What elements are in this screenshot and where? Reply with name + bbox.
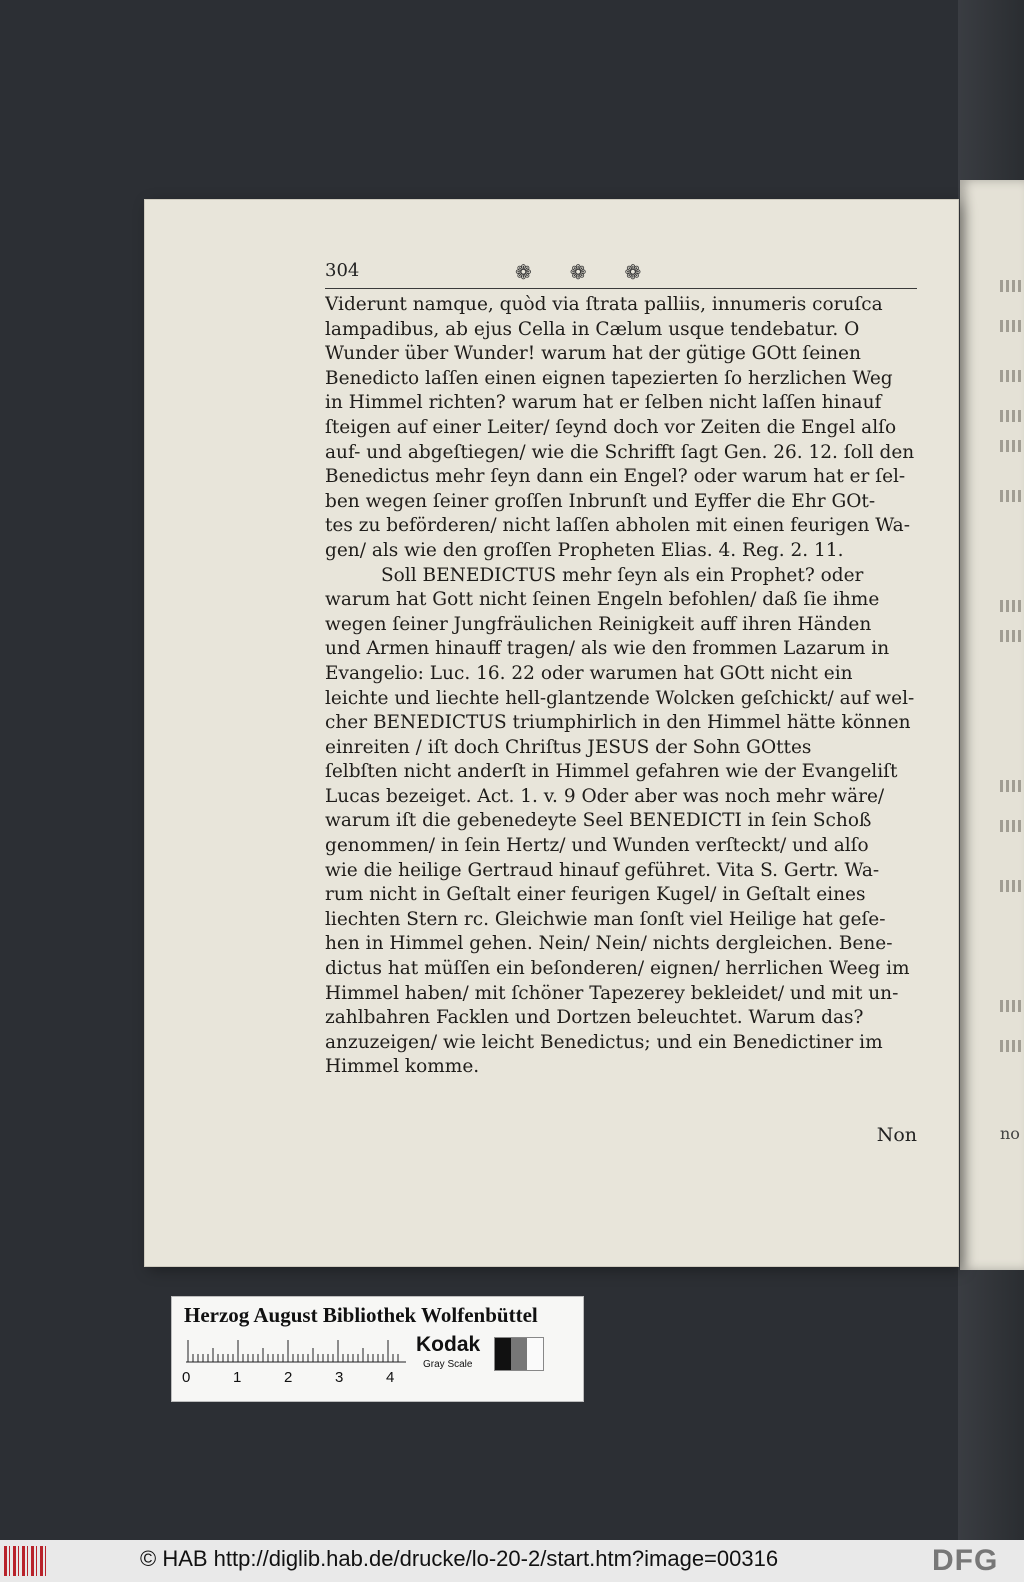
kodak-brand: Kodak [416,1333,481,1356]
text-line: warum hat Gott nicht ſeinen Engeln befohlen/ daß ſie ihme [325,589,880,611]
text-line: Wunder über Wunder! warum hat der gütige GOtt ſeinen [325,343,861,365]
text-line: ben wegen ſeiner groſſen Inbrunſt und Eyffer die Ehr GOt- [325,490,876,512]
footer-bar [0,1540,1024,1582]
ruler-number: 0 [182,1369,191,1386]
text-line: Lucas bezeiget. Act. 1. v. 9 Oder aber was noch mehr wäre/ [325,785,885,807]
text-fragment [1000,1000,1024,1012]
text-fragment [1000,1040,1024,1052]
text-line: auf- und abgeſtiegen/ wie die Schrifft ſagt Gen. 26. 12. ſoll den [325,441,915,463]
dfg-logo: DFG [932,1544,999,1577]
library-title: Herzog August Bibliothek Wolfenbüttel [184,1303,538,1327]
ruler-number: 3 [335,1369,344,1386]
text-line: zahlbahren Facklen und Dortzen beleuchtet. Warum das? [325,1007,864,1029]
ruler-icon [186,1337,406,1363]
ruler-number: 1 [233,1369,242,1386]
next-page-edge [960,180,1024,1270]
next-page-catchword: no [1000,1124,1020,1143]
text-line: wie die heilige Gertraud hinauf geführet. Vita S. Gertr. Wa- [325,859,880,881]
ruler-numbers [182,1369,412,1391]
swatch-black [495,1338,511,1370]
text-line: Benedictus mehr ſeyn dann ein Engel? oder warum hat er ſel- [325,466,906,488]
swatch-white [527,1338,543,1370]
text-line: und Armen hinauff tragen/ als wie den frommen Lazarum in [325,638,890,660]
text-line: ſteigen auf einer Leiter/ ſeynd doch vor Zeiten die Engel alſo [325,416,897,438]
text-line: Himmel haben/ mit ſchöner Tapezerey bekleidet/ und mit un- [325,982,899,1004]
text-line: einreiten / iſt doch Chriſtus JESUS der Sohn GOttes [325,736,812,758]
text-line: Soll BENEDICTUS mehr ſeyn als ein Prophet? oder [381,564,864,586]
text-fragment [1000,820,1024,832]
text-line: Evangelio: Luc. 16. 22 oder warumen hat GOtt nicht ein [325,662,853,684]
text-line: tes zu beförderen/ nicht laſſen abholen mit einen feurigen Wa- [325,515,910,537]
text-line: anzuzeigen/ wie leicht Benedictus; und ein Benedictiner im [325,1031,883,1053]
text-line: rum nicht in Geſtalt einer feurigen Kugel/ in Geſtalt eines [325,884,866,906]
page-content [325,260,917,1146]
gray-scale-label: Gray Scale [423,1359,473,1370]
text-line: genommen/ in ſein Hertz/ und Wunden verſteckt/ und alſo [325,835,869,857]
text-fragment [1000,440,1024,452]
text-fragment [1000,370,1024,382]
text-line: hen in Himmel gehen. Nein/ Nein/ nichts dergleichen. Bene- [325,933,893,955]
text-line: warum iſt die gebenedeyte Seel BENEDICTI in ſein Schoß [325,810,872,832]
text-fragment [1000,490,1024,502]
barcode-icon [4,1546,48,1576]
text-line: gen/ als wie den groſſen Propheten Elias. 4. Reg. 2. 11. [325,539,844,561]
text-line: Benedicto laſſen einen eignen tapezierten ſo herzlichen Weg [325,367,893,389]
header-ornaments: ❁❁❁ [515,260,680,284]
body-text [325,293,917,1080]
gray-scale-swatches [494,1337,544,1371]
page-number: 304 [325,260,360,281]
text-line: lampadibus, ab ejus Cella in Cælum usque tendebatur. O [325,318,860,340]
text-line: liechten Stern rc. Gleichwie man ſonſt viel Heilige hat geſe- [325,908,886,930]
text-fragment [1000,320,1024,332]
text-fragment [1000,780,1024,792]
ruler-number: 2 [284,1369,293,1386]
text-line: cher BENEDICTUS triumphirlich in den Himmel hätte können [325,712,911,734]
text-line: dictus hat müſſen ein beſonderen/ eignen/ herrlichen Weeg im [325,958,910,980]
page-header [325,260,917,289]
text-line: leichte und liechte hell-glantzende Wolcken geſchickt/ auf wel- [325,687,915,709]
text-fragment [1000,410,1024,422]
catchword: Non [876,1124,917,1146]
ruler-number: 4 [386,1369,395,1386]
text-fragment [1000,280,1024,292]
text-line: Viderunt namque, quòd via ſtrata palliis, innumeris coruſca [325,294,883,315]
text-line: ſelbſten nicht anderſt in Himmel gefahren wie der Evangeliſt [325,761,898,783]
swatch-gray [511,1338,527,1370]
text-line: wegen ſeiner Jungfräulichen Reinigkeit auff ihren Händen [325,613,872,635]
text-line: in Himmel richten? warum hat er ſelben nicht laſſen hinauf [325,392,882,414]
book-page [145,200,958,1266]
text-fragment [1000,880,1024,892]
library-label [171,1296,584,1402]
text-fragment [1000,630,1024,642]
text-fragment [1000,600,1024,612]
footer-url[interactable]: © HAB http://diglib.hab.de/drucke/lo-20-2/start.htm?image=00316 [140,1546,779,1571]
text-line: Himmel komme. [325,1056,480,1078]
